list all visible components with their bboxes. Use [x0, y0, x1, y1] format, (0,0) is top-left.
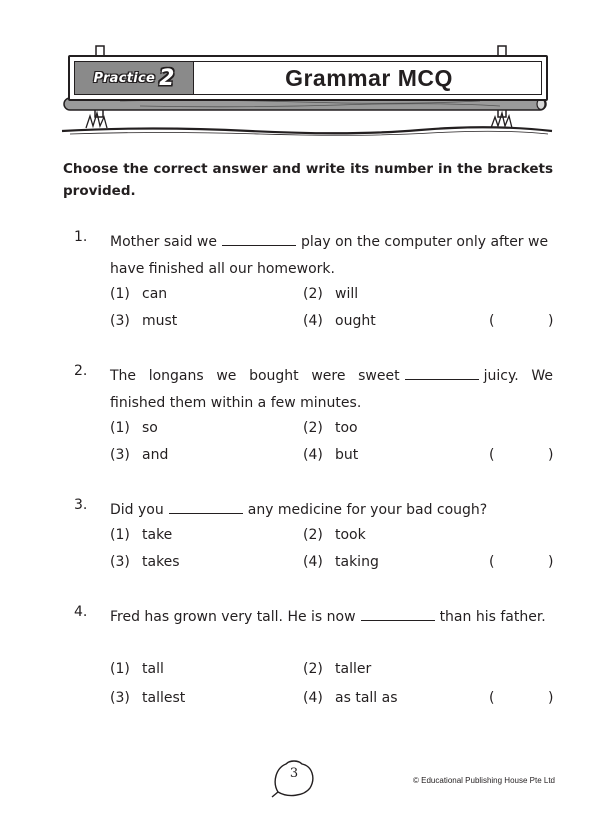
answer-bracket-close: ): [548, 447, 554, 463]
stem-text-after: any medicine for your bad cough?: [247, 502, 488, 518]
option-2: [303, 420, 358, 436]
answer-bracket-open: (: [489, 554, 495, 570]
question-number: 4.: [74, 604, 88, 620]
option-2: [303, 286, 358, 302]
option-number: (2): [303, 286, 323, 302]
option-number: (1): [110, 286, 130, 302]
answer-bracket-close: ): [548, 554, 554, 570]
option-1: [110, 286, 167, 302]
option-4: [303, 554, 379, 570]
option-1: [110, 420, 158, 436]
answer-bracket-open: (: [489, 447, 495, 463]
practice-number: 2: [159, 65, 175, 91]
option-text: so: [142, 420, 158, 436]
question-stem: [110, 604, 553, 631]
option-number: (3): [110, 313, 130, 329]
question-stem: [110, 363, 553, 417]
option-4: [303, 690, 398, 706]
stem-text-after: play on the computer only after we have finished all our homework.: [110, 234, 549, 277]
practice-badge: [75, 62, 194, 94]
sign-board-inner: [74, 61, 542, 95]
option-text: as tall as: [335, 690, 398, 706]
option-2: [303, 661, 371, 677]
option-1: [110, 527, 172, 543]
option-text: take: [142, 527, 173, 543]
question-number: 1.: [74, 229, 88, 245]
option-3: [110, 313, 177, 329]
stem-text-before: The longans we bought were sweet: [110, 368, 400, 384]
stem-text-after: juicy. We finished them within a few minutes.: [110, 368, 553, 411]
stem-text-before: Fred has grown very tall. He is now: [110, 609, 356, 625]
question-number: 3.: [74, 497, 88, 513]
option-number: (1): [110, 420, 130, 436]
option-number: (4): [303, 313, 323, 329]
answer-bracket-open: (: [489, 313, 495, 329]
option-number: (3): [110, 447, 130, 463]
option-3: [110, 690, 185, 706]
option-text: tall: [142, 661, 164, 677]
answer-bracket-close: ): [548, 690, 554, 706]
option-text: ought: [335, 313, 376, 329]
option-text: will: [335, 286, 359, 302]
option-number: (4): [303, 447, 323, 463]
question-stem: [110, 497, 553, 524]
practice-label: Practice: [93, 70, 156, 86]
answer-bracket-close: ): [548, 313, 554, 329]
option-text: can: [142, 286, 168, 302]
option-1: [110, 661, 164, 677]
option-number: (1): [110, 661, 130, 677]
option-3: [110, 447, 168, 463]
stem-text-before: Mother said we: [110, 234, 217, 250]
option-text: took: [335, 527, 366, 543]
option-number: (2): [303, 420, 323, 436]
sign-board: [68, 55, 548, 101]
answer-blank: [405, 365, 479, 380]
option-text: but: [335, 447, 359, 463]
question-number: 2.: [74, 363, 88, 379]
page-number: 3: [289, 766, 299, 781]
option-text: too: [335, 420, 358, 436]
answer-blank: [361, 606, 435, 621]
option-4: [303, 313, 376, 329]
option-text: takes: [142, 554, 180, 570]
answer-blank: [169, 499, 243, 514]
option-2: [303, 527, 366, 543]
option-text: taking: [335, 554, 379, 570]
option-text: taller: [335, 661, 372, 677]
option-number: (2): [303, 527, 323, 543]
stem-text-after: than his father.: [439, 609, 546, 625]
option-text: tallest: [142, 690, 186, 706]
question-stem: [110, 229, 553, 283]
option-text: must: [142, 313, 178, 329]
instructions: Choose the correct answer and write its number in the brackets provided.: [63, 161, 553, 199]
answer-blank: [222, 231, 296, 246]
option-4: [303, 447, 358, 463]
option-number: (2): [303, 661, 323, 677]
page-title: Grammar MCQ: [285, 64, 453, 91]
option-3: [110, 554, 180, 570]
option-number: (3): [110, 554, 130, 570]
option-number: (4): [303, 554, 323, 570]
option-number: (4): [303, 690, 323, 706]
option-number: (1): [110, 527, 130, 543]
option-number: (3): [110, 690, 130, 706]
header-sign: [0, 0, 600, 140]
option-text: and: [142, 447, 169, 463]
answer-bracket-open: (: [489, 690, 495, 706]
copyright-notice: © Educational Publishing House Pte Ltd: [413, 776, 555, 785]
stem-text-before: Did you: [110, 502, 164, 518]
